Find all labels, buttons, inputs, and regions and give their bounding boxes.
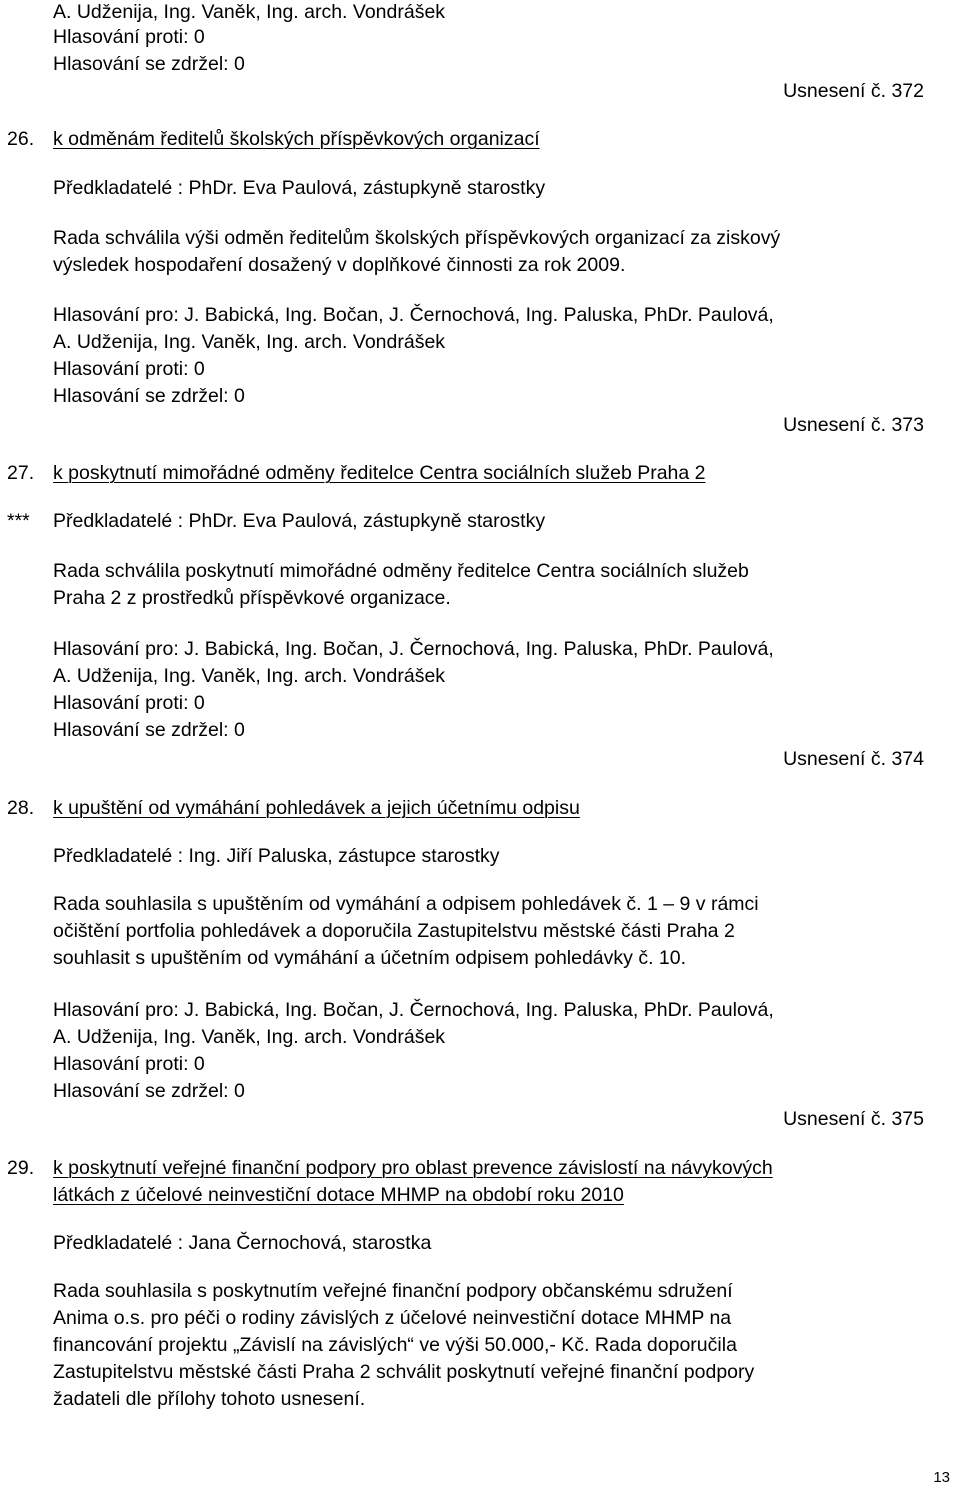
- voting-abstained: Hlasování se zdržel: 0: [53, 53, 245, 75]
- page-number: 13: [933, 1469, 950, 1486]
- voting-abstained: Hlasování se zdržel: 0: [53, 1080, 245, 1102]
- voting-for: Hlasování pro: J. Babická, Ing. Bočan, J. Černochová, Ing. Paluska, PhDr. Paulová,: [53, 304, 774, 326]
- item-body-line: souhlasit s upuštěním od vymáhání a účetním odpisem pohledávky č. 10.: [53, 947, 687, 969]
- item-presenter: Předkladatelé : PhDr. Eva Paulová, zástupkyně starostky: [53, 510, 546, 532]
- item-title-continued: látkách z účelové neinvestiční dotace MHMP na období roku 2010: [53, 1184, 624, 1206]
- voting-against: Hlasování proti: 0: [53, 1053, 205, 1075]
- item-body-line: očištění portfolia pohledávek a doporučila Zastupitelstvu městské části Praha 2: [53, 920, 735, 942]
- item-number: 29.: [7, 1157, 35, 1179]
- voting-abstained: Hlasování se zdržel: 0: [53, 719, 245, 741]
- item-presenter: Předkladatelé : PhDr. Eva Paulová, zástupkyně starostky: [53, 177, 546, 199]
- item-body-line: financování projektu „Závislí na závislých“ ve výši 50.000,- Kč. Rada doporučila: [53, 1334, 737, 1356]
- resolution-number: Usnesení č. 373: [783, 414, 924, 436]
- item-body-line: Praha 2 z prostředků příspěvkové organizace.: [53, 587, 451, 609]
- voting-against: Hlasování proti: 0: [53, 26, 205, 48]
- item-body-line: výsledek hospodaření dosažený v doplňkové činnosti za rok 2009.: [53, 254, 626, 276]
- item-title: k poskytnutí mimořádné odměny ředitelce Centra sociálních služeb Praha 2: [53, 462, 706, 484]
- voting-for-names: A. Udženija, Ing. Vaněk, Ing. arch. Vondrášek: [53, 331, 446, 353]
- item-body-line: Rada souhlasila s poskytnutím veřejné finanční podpory občanskému sdružení: [53, 1280, 733, 1302]
- voting-abstained: Hlasování se zdržel: 0: [53, 385, 245, 407]
- voting-for-names: A. Udženija, Ing. Vaněk, Ing. arch. Vondrášek: [53, 1026, 446, 1048]
- item-body-line: Rada schválila poskytnutí mimořádné odměny ředitelce Centra sociálních služeb: [53, 560, 749, 582]
- voting-against: Hlasování proti: 0: [53, 358, 205, 380]
- item-marker: ***: [7, 510, 30, 532]
- item-title: k odměnám ředitelů školských příspěvkových organizací: [53, 128, 540, 150]
- voting-against: Hlasování proti: 0: [53, 692, 205, 714]
- item-number: 28.: [7, 797, 35, 819]
- item-presenter: Předkladatelé : Ing. Jiří Paluska, zástupce starostky: [53, 845, 500, 867]
- voting-for-names: A. Udženija, Ing. Vaněk, Ing. arch. Vondrášek: [53, 665, 446, 687]
- voting-for: Hlasování pro: J. Babická, Ing. Bočan, J. Černochová, Ing. Paluska, PhDr. Paulová,: [53, 638, 774, 660]
- item-presenter: Předkladatelé : Jana Černochová, starostka: [53, 1232, 432, 1254]
- voting-for: Hlasování pro: J. Babická, Ing. Bočan, J. Černochová, Ing. Paluska, PhDr. Paulová,: [53, 999, 774, 1021]
- item-number: 27.: [7, 462, 35, 484]
- item-body-line: Zastupitelstvu městské části Praha 2 schválit poskytnutí veřejné finanční podpory: [53, 1361, 755, 1383]
- item-number: 26.: [7, 128, 35, 150]
- resolution-number: Usnesení č. 374: [783, 748, 924, 770]
- item-body-line: žadateli dle přílohy tohoto usnesení.: [53, 1388, 366, 1410]
- item-title: k upuštění od vymáhání pohledávek a jejich účetnímu odpisu: [53, 797, 580, 819]
- voting-for-names: A. Udženija, Ing. Vaněk, Ing. arch. Vondrášek: [53, 1, 446, 23]
- item-body-line: Anima o.s. pro péči o rodiny závislých z účelové neinvestiční dotace MHMP na: [53, 1307, 732, 1329]
- item-title: k poskytnutí veřejné finanční podpory pro oblast prevence závislostí na návykových: [53, 1157, 773, 1179]
- item-body-line: Rada schválila výši odměn ředitelům školských příspěvkových organizací za ziskový: [53, 227, 781, 249]
- item-body-line: Rada souhlasila s upuštěním od vymáhání a odpisem pohledávek č. 1 – 9 v rámci: [53, 893, 759, 915]
- resolution-number: Usnesení č. 372: [783, 80, 924, 102]
- resolution-number: Usnesení č. 375: [783, 1108, 924, 1130]
